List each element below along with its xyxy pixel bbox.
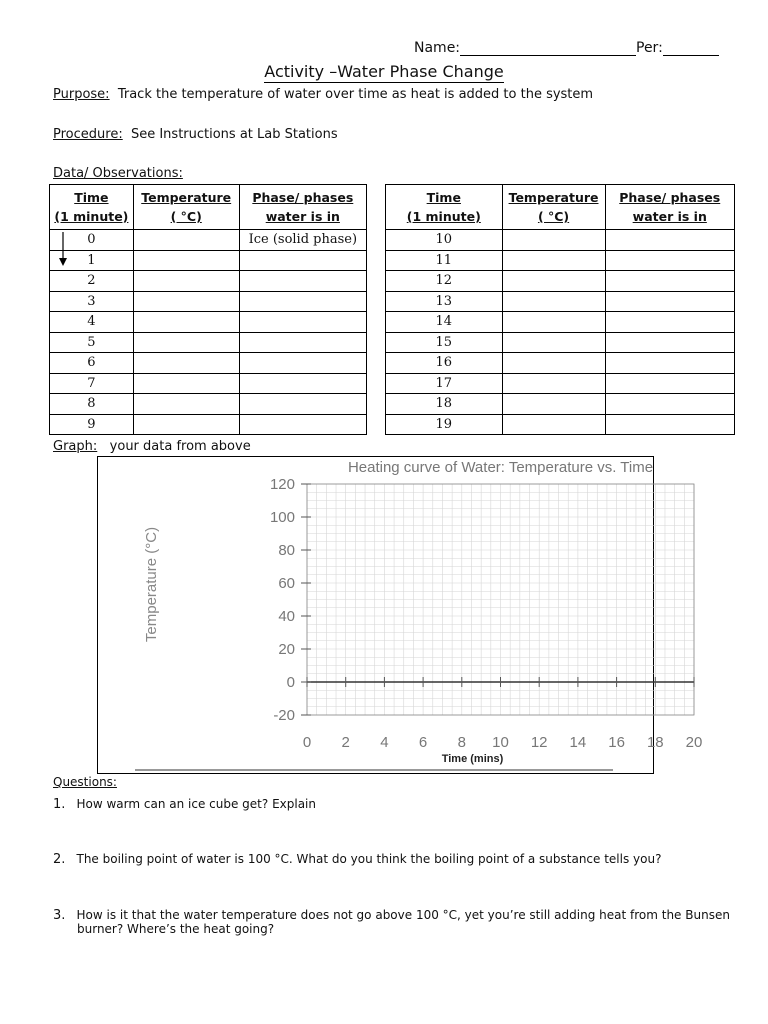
y-tick-label: 0 (286, 674, 295, 691)
data-observations-label: Data/ Observations: (53, 166, 183, 181)
table-row (386, 394, 735, 415)
question-2 (53, 848, 661, 867)
time-cell: 13 (386, 291, 503, 312)
time-cell: 16 (386, 353, 503, 374)
x-tick-label: 4 (380, 734, 389, 751)
y-tick-label: -20 (273, 707, 295, 724)
table-row (386, 373, 735, 394)
phase-cell[interactable]: Ice (solid phase) (239, 230, 366, 251)
x-tick-label: 8 (457, 734, 466, 751)
table-row (50, 312, 367, 333)
table-row (386, 230, 735, 251)
question-text: The boiling point of water is 100 °C. What do you think the boiling point of a substance tells you? (76, 852, 662, 866)
header-temperature: Temperature ( °C) (133, 185, 239, 230)
time-cell: 1 (50, 250, 134, 271)
chart-title: Heating curve of Water: Temperature vs. Time (347, 459, 654, 476)
table-row (386, 332, 735, 353)
phase-cell[interactable] (605, 312, 735, 333)
heating-curve-chart[interactable] (97, 456, 703, 772)
temperature-cell[interactable] (502, 414, 605, 435)
table-row (386, 291, 735, 312)
time-cell: 0 (50, 230, 134, 251)
question-1 (53, 793, 316, 812)
header-phase: Phase/ phases water is in (239, 185, 366, 230)
table-row (386, 414, 735, 435)
phase-cell[interactable] (605, 394, 735, 415)
question-3 (53, 904, 730, 923)
phase-cell[interactable] (605, 373, 735, 394)
time-cell: 2 (50, 271, 134, 292)
phase-cell[interactable] (239, 373, 366, 394)
phase-cell[interactable] (239, 312, 366, 333)
question-number: 1. (53, 797, 66, 812)
phase-cell[interactable] (239, 291, 366, 312)
temperature-cell[interactable] (133, 312, 239, 333)
y-tick-label: 40 (278, 608, 295, 625)
header-time: Time (1 minute) (386, 185, 503, 230)
table-row (386, 353, 735, 374)
graph-line (53, 439, 251, 454)
table-row (50, 373, 367, 394)
per-blank[interactable] (663, 55, 719, 56)
question-text: How warm can an ice cube get? Explain (76, 797, 316, 811)
time-cell: 9 (50, 414, 134, 435)
time-cell: 4 (50, 312, 134, 333)
table-row (386, 312, 735, 333)
time-cell: 6 (50, 353, 134, 374)
table-row (50, 271, 367, 292)
phase-cell[interactable] (239, 394, 366, 415)
time-cell: 3 (50, 291, 134, 312)
procedure-text: See Instructions at Lab Stations (130, 127, 338, 142)
temperature-cell[interactable] (502, 230, 605, 251)
arrow-down-icon (58, 232, 68, 268)
purpose-text: Track the temperature of water over time as heat is added to the system (117, 87, 594, 102)
time-cell: 19 (386, 414, 503, 435)
name-field[interactable] (414, 40, 636, 56)
phase-cell[interactable] (605, 230, 735, 251)
temperature-cell[interactable] (502, 353, 605, 374)
header-temperature: Temperature ( °C) (502, 185, 605, 230)
x-tick-label: 20 (685, 734, 703, 751)
x-tick-label: 2 (341, 734, 350, 751)
x-tick-label: 0 (302, 734, 312, 751)
temperature-cell[interactable] (502, 394, 605, 415)
phase-cell[interactable] (239, 353, 366, 374)
y-tick-label: 80 (278, 542, 295, 559)
table-row (50, 230, 367, 251)
x-tick-label: 12 (530, 734, 548, 751)
name-label: Name: (414, 40, 461, 56)
phase-cell[interactable] (239, 271, 366, 292)
time-cell: 17 (386, 373, 503, 394)
procedure-line (53, 127, 338, 142)
data-table-right (385, 184, 735, 435)
time-cell: 15 (386, 332, 503, 353)
question-number: 3. (53, 908, 66, 923)
table-row (386, 271, 735, 292)
time-cell: 8 (50, 394, 134, 415)
graph-label: Graph: (53, 439, 98, 454)
time-cell: 12 (386, 271, 503, 292)
x-tick-label: 6 (418, 734, 428, 751)
temperature-cell[interactable] (133, 394, 239, 415)
temperature-cell[interactable] (502, 271, 605, 292)
time-cell: 7 (50, 373, 134, 394)
page-title: Activity –Water Phase Change (264, 62, 504, 81)
per-label: Per: (636, 40, 663, 56)
x-axis-label: Time (mins) (441, 753, 504, 765)
table-row (50, 353, 367, 374)
graph-text: your data from above (109, 439, 251, 454)
purpose-line (53, 87, 593, 102)
purpose-label: Purpose: (53, 87, 110, 102)
x-tick-label: 10 (492, 734, 509, 751)
phase-cell[interactable] (605, 250, 735, 271)
x-tick-label: 18 (646, 734, 664, 751)
y-tick-label: 60 (278, 575, 295, 592)
temperature-cell[interactable] (502, 291, 605, 312)
phase-cell[interactable] (239, 332, 366, 353)
header-phase: Phase/ phases water is in (605, 185, 735, 230)
procedure-label: Procedure: (53, 127, 123, 142)
table-row (50, 332, 367, 353)
temperature-cell[interactable] (133, 373, 239, 394)
questions-label: Questions: (53, 775, 117, 789)
phase-cell[interactable] (605, 332, 735, 353)
x-tick-label: 16 (608, 734, 625, 751)
table-row (50, 414, 367, 435)
phase-cell[interactable] (239, 250, 366, 271)
name-blank[interactable] (460, 55, 636, 56)
time-cell: 11 (386, 250, 503, 271)
temperature-cell[interactable] (133, 230, 239, 251)
temperature-cell[interactable] (133, 250, 239, 271)
question-text: How is it that the water temperature does not go above 100 °C, yet you’re still adding heat from the Bunsen (76, 908, 730, 922)
time-cell: 5 (50, 332, 134, 353)
time-cell: 14 (386, 312, 503, 333)
period-field[interactable] (636, 40, 719, 56)
time-cell: 18 (386, 394, 503, 415)
temperature-cell[interactable] (502, 250, 605, 271)
table-row (386, 250, 735, 271)
data-table-left (49, 184, 367, 435)
question-number: 2. (53, 852, 66, 867)
temperature-cell[interactable] (133, 271, 239, 292)
x-tick-label: 14 (569, 734, 587, 751)
y-axis-label: Temperature (°C) (143, 526, 160, 643)
header-time: Time (1 minute) (50, 185, 134, 230)
y-tick-label: 120 (269, 476, 295, 493)
table-row (50, 394, 367, 415)
phase-cell[interactable] (605, 271, 735, 292)
table-row (50, 250, 367, 271)
phase-cell[interactable] (605, 353, 735, 374)
phase-cell[interactable] (605, 291, 735, 312)
phase-cell[interactable] (605, 414, 735, 435)
phase-cell[interactable] (239, 414, 366, 435)
temperature-cell[interactable] (133, 332, 239, 353)
temperature-cell[interactable] (502, 373, 605, 394)
temperature-cell[interactable] (502, 332, 605, 353)
temperature-cell[interactable] (502, 312, 605, 333)
temperature-cell[interactable] (133, 291, 239, 312)
temperature-cell[interactable] (133, 414, 239, 435)
question-3-continued: burner? Where’s the heat going? (77, 922, 275, 936)
temperature-cell[interactable] (133, 353, 239, 374)
y-tick-label: 100 (269, 509, 295, 526)
time-cell: 10 (386, 230, 503, 251)
y-tick-label: 20 (278, 641, 295, 658)
table-row (50, 291, 367, 312)
